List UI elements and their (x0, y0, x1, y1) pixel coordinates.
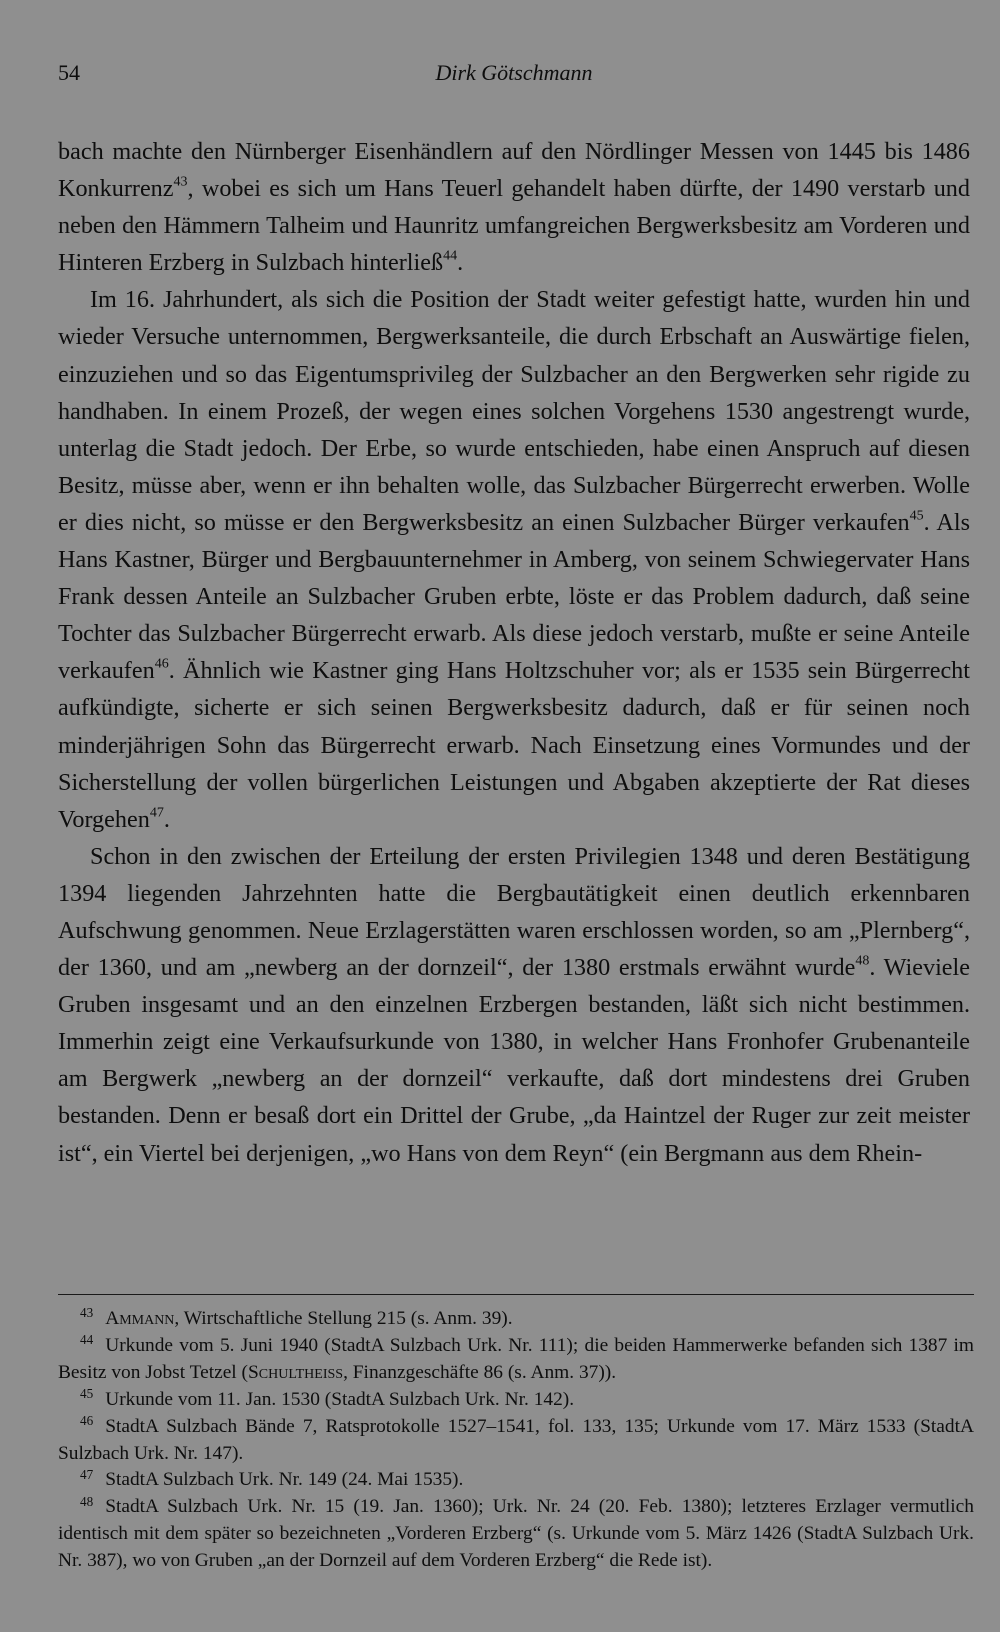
footnotes (58, 1306, 974, 1575)
text-run: Urkunde vom 11. Jan. 1530 (StadtA Sulzbach Urk. Nr. 142). (105, 1388, 575, 1410)
text-run: . Ähnlich wie Kastner ging Hans Holtzschuher vor; als er 1535 sein Bürgerrecht aufkündigte, sicherte er sich seinen Bergwerksbesitz dadurch, daß er für seinen noch minderjährigen Sohn das Bürgerrecht erwarb. Nach Einsetzung eines Vormundes und der Sicherstellung der vollen bürgerlichen Leistungen und Abgaben akzeptierte der Rat dieses Vorgehen (58, 657, 970, 833)
author-name: Schultheiss (248, 1361, 344, 1383)
footnote-reference: 47 (149, 804, 164, 821)
footnote-reference: 46 (154, 655, 169, 672)
text-run: Schon in den zwischen der Erteilung der ersten Privilegien 1348 und deren Bestätigung 1394 liegenden Jahrzehnten hatte die Bergbautätigkeit einen deutlich erkennbaren Aufschwung genommen. Neue Erzlagerstätten waren erschlossen worden, so am „Plernberg“, der 1360, und am „newberg an der dornzeil“, der 1380 erstmals erwähnt wurde (58, 842, 970, 982)
author-name: Ammann (105, 1308, 175, 1329)
footnote-number: 47 (80, 1466, 94, 1482)
page-number: 54 (58, 60, 80, 85)
text-run: Im 16. Jahrhundert, als sich die Position der Stadt weiter gefestigt hatte, wurden hin und wieder Versuche unternommen, Bergwerksanteile, die durch Erbschaft an Auswärtige fielen, einzuziehen und so das Eigentumsprivileg der Sulzbacher an den Bergwerken sehr rigide zu handhaben. In einem Prozeß, der wegen eines solchen Vorgehens 1530 angestrengt wurde, unterlag die Stadt jedoch. Der Erbe, so wurde entschieden, habe einen Anspruch auf diesen Besitz, müsse aber, wenn er ihn behalten wolle, das Sulzbacher Bürgerrecht erwerben. Wolle er dies nicht, so müsse er den Bergwerksbesitz an einen Sulzbacher Bürger verkaufen (58, 286, 970, 536)
footnote-number: 44 (80, 1332, 94, 1348)
text-run: StadtA Sulzbach Urk. Nr. 15 (19. Jan. 1360); Urk. Nr. 24 (20. Feb. 1380); letzteres Erzlager vermutlich identisch mit dem später so bezeichneten „Vorderen Erzberg“ (s. Urkunde vom 5. März 1426 (StadtA Sulzbach Urk. Nr. 387), wo von Gruben „an der Dornzeil auf dem Vorderen Erzberg“ die Rede ist). (58, 1496, 974, 1572)
text-run: , Wirtschaftliche Stellung 215 (s. Anm. 39). (174, 1308, 513, 1329)
text-run: Urkunde vom 5. Juni 1940 (StadtA Sulzbach Urk. Nr. 111); die beiden Hammerwerke befanden sich 1387 im Besitz von Jobst Tetzel ( (58, 1334, 974, 1383)
text-run: bach machte den Nürnberger Eisenhändlern auf den Nördlinger Messen von 1445 bis 1486 Konkurrenz (58, 138, 970, 203)
text-run: . Als Hans Kastner, Bürger und Bergbauunternehmer in Amberg, von seinem Schwiegervater Hans Frank dessen Anteile an Sulzbacher Gruben erbte, löste er das Problem dadurch, daß seine Tochter das Sulzbacher Bürgerrecht erwarb. Als diese jedoch verstarb, mußte er seine Anteile verkaufen (58, 508, 970, 685)
text-run: , Finanzgeschäfte 86 (s. Anm. 37)). (343, 1361, 617, 1383)
footnote-reference: 45 (909, 507, 924, 524)
main-text (58, 133, 970, 1172)
text-run: , wobei es sich um Hans Teuerl gehandelt haben dürfte, der 1490 verstarb und neben den Hämmern Talheim und Haunritz umfangreichen Bergwerksbesitz am Vorderen und Hinteren Erzberg in Sulzbach hinterließ (58, 175, 970, 277)
footnote-number: 43 (80, 1305, 94, 1321)
footnote (58, 1387, 974, 1414)
footnote (58, 1414, 974, 1468)
text-run: StadtA Sulzbach Bände 7, Ratsprotokolle 1527–1541, fol. 133, 135; Urkunde vom 17. März 1533 (StadtA Sulzbach Urk. Nr. 147). (58, 1415, 974, 1464)
text-run: . (163, 805, 170, 833)
paragraph (58, 838, 970, 1172)
footnote-divider (58, 1294, 974, 1295)
text-run: . (457, 249, 464, 277)
page-header (58, 60, 970, 96)
footnote-number: 48 (80, 1493, 94, 1509)
paragraph (58, 133, 970, 281)
footnote-number: 46 (80, 1413, 94, 1429)
footnote-reference: 43 (173, 173, 188, 190)
footnote-reference: 48 (855, 952, 870, 969)
text-run: StadtA Sulzbach Urk. Nr. 149 (24. Mai 1535). (105, 1469, 464, 1491)
text-run: . Wieviele Gruben insgesamt und an den einzelnen Erzbergen bestanden, läßt sich nicht bestimmen. Immerhin zeigt eine Verkaufsurkunde von 1380, in welcher Hans Fronhofer Grubenanteile am Bergwerk „newberg an der dornzeil“ verkaufte, daß dort mindestens drei Gruben bestanden. Denn er besaß dort ein Drittel der Grube, „da Haintzel der Ruger zur zeit meister ist“, ein Viertel bei derjenigen, „wo Hans von dem Reyn“ (ein Bergmann aus dem Rhein- (58, 954, 970, 1167)
footnote (58, 1306, 974, 1333)
footnote (58, 1494, 974, 1575)
paragraph (58, 281, 970, 837)
footnote (58, 1467, 974, 1494)
footnote (58, 1333, 974, 1387)
running-head-author: Dirk Götschmann (435, 60, 593, 85)
footnote-number: 45 (80, 1386, 94, 1402)
footnote-reference: 44 (443, 247, 458, 264)
